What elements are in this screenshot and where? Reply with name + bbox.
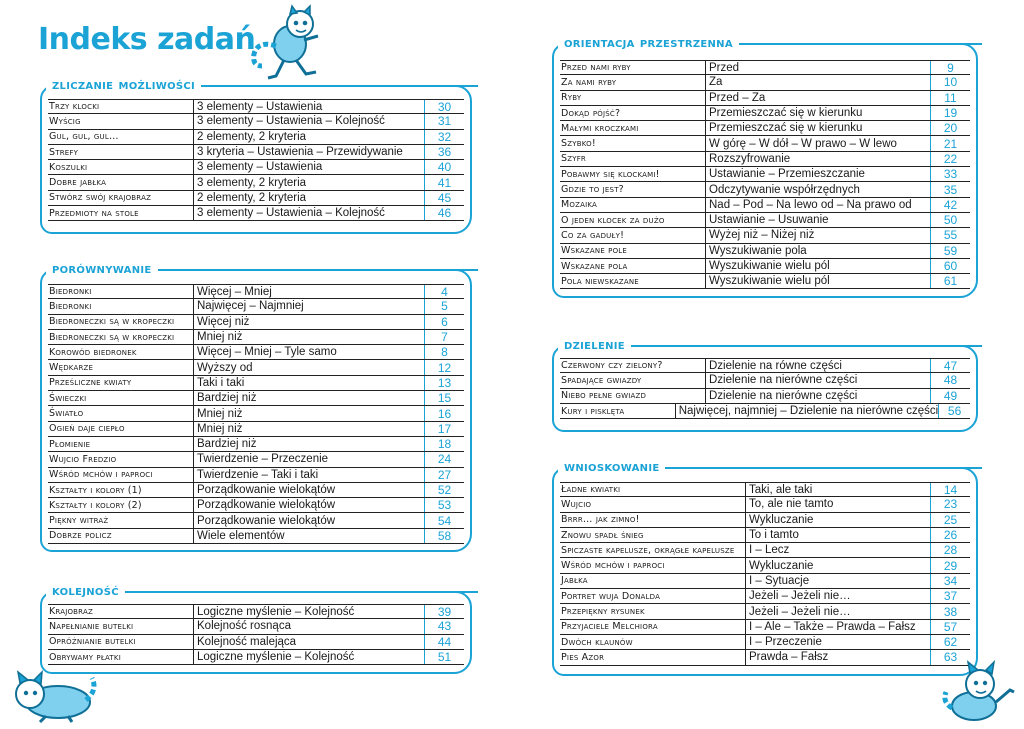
table-row <box>560 604 970 619</box>
exercise-name: Wskazane pole <box>560 244 706 258</box>
exercise-name: Za nami ryby <box>560 75 706 89</box>
exercise-skill: I – Sytuacje <box>749 574 810 587</box>
exercise-name: Spiczaste kapelusze, okrągłe kapelusze <box>560 543 746 557</box>
exercise-name: Wujcio Fredzio <box>48 452 194 466</box>
page-number: 39 <box>424 605 464 618</box>
table-row <box>560 259 970 274</box>
table-row <box>48 160 464 175</box>
page-number: 50 <box>930 213 970 227</box>
exercise-name: Wujcio <box>560 497 746 511</box>
exercise-skill: Logiczne myślenie – Kolejność <box>197 651 355 664</box>
exercise-name: Kształty i kolory (1) <box>48 483 194 497</box>
page-number: 56 <box>938 404 970 418</box>
table-row <box>560 482 970 497</box>
section-kolejnosc <box>40 582 472 674</box>
table-row <box>560 60 970 75</box>
page-number: 55 <box>930 228 970 242</box>
section-orientacja <box>552 34 978 298</box>
section-zliczanie <box>40 76 472 234</box>
exercise-name: Ryby <box>560 91 706 105</box>
exercise-name: Przyjaciele Melchiora <box>560 620 746 634</box>
exercise-name: Pies Azor <box>560 650 746 664</box>
exercise-name: Co za gaduły! <box>560 228 706 242</box>
section-heading: zliczanie możliwości <box>46 76 201 94</box>
page-number: 34 <box>930 574 970 588</box>
page-number: 46 <box>424 206 464 220</box>
exercise-skill: I – Ale – Także – Prawda – Fałsz <box>749 620 916 633</box>
table-row <box>560 182 970 197</box>
page-number: 21 <box>930 136 970 150</box>
exercise-name: Wśród mchów i paproci <box>560 558 746 572</box>
table-row <box>560 650 970 665</box>
exercise-skill: I – Przeczenie <box>749 636 822 649</box>
exercise-skill: Wyszukiwanie pola <box>709 244 807 257</box>
cat-running-icon <box>246 6 328 82</box>
exercise-skill: Porządkowanie wielokątów <box>197 514 336 527</box>
exercise-skill: Kolejność malejąca <box>197 635 297 648</box>
table-row <box>560 198 970 213</box>
page-number: 29 <box>930 558 970 572</box>
table-row <box>560 404 970 419</box>
page-number: 52 <box>424 483 464 497</box>
page-number: 53 <box>424 498 464 512</box>
exercise-name: Płomienie <box>48 437 194 451</box>
exercise-name: Wskazane pola <box>560 259 706 273</box>
exercise-name: Dobrze policz <box>48 529 194 543</box>
exercise-skill: Wyszukiwanie wielu pól <box>709 275 830 288</box>
table-row <box>48 299 464 314</box>
exercise-skill: Za <box>709 76 723 89</box>
exercise-skill: Wyższy od <box>197 361 253 374</box>
exercise-skill: Bardziej niż <box>197 438 257 451</box>
exercise-skill: Przemieszczać się w kierunku <box>709 122 863 135</box>
exercise-skill: 3 kryteria – Ustawienia – Przewidywanie <box>197 146 403 159</box>
exercise-name: Biedroneczki są w kropeczki <box>48 330 194 344</box>
exercise-name: Stwórz swój krajobraz <box>48 191 194 205</box>
exercise-name: Światło <box>48 406 194 420</box>
table-row <box>48 437 464 452</box>
table-row <box>48 635 464 650</box>
exercise-skill: Dzielenie na równe części <box>709 359 842 372</box>
exercise-skill: Więcej – Mniej <box>197 285 272 298</box>
exercise-skill: Bardziej niż <box>197 392 257 405</box>
page-number: 49 <box>930 389 970 403</box>
table-row <box>48 406 464 421</box>
page-number: 14 <box>930 483 970 496</box>
exercise-name: O jeden klocek za dużo <box>560 213 706 227</box>
exercise-skill: 3 elementy, 2 kryteria <box>197 176 307 189</box>
exercise-skill: Ustawianie – Usuwanie <box>709 214 829 227</box>
table-row <box>560 91 970 106</box>
page-number: 42 <box>930 198 970 212</box>
page-number: 44 <box>424 635 464 649</box>
table-row <box>560 620 970 635</box>
exercise-name: Przepiękny rysunek <box>560 604 746 618</box>
exercise-name: Pobawmy się klockami! <box>560 167 706 181</box>
exercise-skill: Przed <box>709 61 740 74</box>
table-row <box>48 206 464 221</box>
table-row <box>560 136 970 151</box>
table-row <box>560 152 970 167</box>
exercise-skill: Przemieszczać się w kierunku <box>709 107 863 120</box>
exercise-skill: Mniej niż <box>197 407 243 420</box>
exercise-skill: 3 elementy – Ustawienia <box>197 161 323 174</box>
exercise-skill: Więcej – Mniej – Tyle samo <box>197 346 337 359</box>
exercise-skill: Porządkowanie wielokątów <box>197 484 336 496</box>
page-number: 32 <box>424 130 464 144</box>
index-table <box>560 60 970 289</box>
table-row <box>48 284 464 299</box>
page-number: 62 <box>930 635 970 649</box>
page-number: 13 <box>424 376 464 390</box>
exercise-name: Małymi kroczkami <box>560 121 706 135</box>
table-row <box>560 228 970 243</box>
page-number: 12 <box>424 360 464 374</box>
index-table <box>48 604 464 665</box>
table-row <box>48 99 464 114</box>
exercise-name: Trzy klocki <box>48 100 194 113</box>
exercise-skill: Ustawianie – Przemieszczanie <box>709 168 865 181</box>
table-row <box>48 130 464 145</box>
exercise-name: Gdzie to jest? <box>560 182 706 196</box>
table-row <box>48 650 464 665</box>
exercise-skill: Mniej niż <box>197 331 243 344</box>
exercise-name: Ładne kwiatki <box>560 483 746 496</box>
page-number: 54 <box>424 513 464 527</box>
exercise-name: Świeczki <box>48 391 194 405</box>
exercise-name: Biedroneczki są w kropeczki <box>48 315 194 329</box>
page-number: 38 <box>930 604 970 618</box>
page-number: 37 <box>930 589 970 603</box>
exercise-skill: Rozszyfrowanie <box>709 152 791 165</box>
exercise-name: Portret wuja Donalda <box>560 589 746 603</box>
exercise-name: Krajobraz <box>48 605 194 618</box>
page-number: 18 <box>424 437 464 451</box>
exercise-skill: To, ale nie tamto <box>749 498 834 511</box>
table-row <box>48 513 464 528</box>
table-row <box>48 604 464 619</box>
page-number: 59 <box>930 244 970 258</box>
exercise-name: Kury i pisklęta <box>560 404 676 418</box>
exercise-skill: Porządkowanie wielokątów <box>197 499 336 512</box>
section-heading: dzielenie <box>558 336 631 354</box>
exercise-name: Pola niewskazane <box>560 274 706 288</box>
page-number: 24 <box>424 452 464 466</box>
page-number: 63 <box>930 650 970 664</box>
exercise-name: Biedronki <box>48 285 194 298</box>
page-number: 57 <box>930 620 970 634</box>
exercise-name: Kształty i kolory (2) <box>48 498 194 512</box>
table-row <box>48 315 464 330</box>
exercise-name: Prześliczne kwiaty <box>48 376 194 390</box>
page-number: 58 <box>424 529 464 543</box>
exercise-skill: Mniej niż <box>197 422 243 435</box>
table-row <box>560 574 970 589</box>
exercise-name: Koszulki <box>48 160 194 174</box>
table-row <box>560 121 970 136</box>
page-number: 60 <box>930 259 970 273</box>
exercise-name: Obrywamy płatki <box>48 650 194 664</box>
page-number: 5 <box>424 299 464 313</box>
exercise-skill: 2 elementy, 2 kryteria <box>197 191 307 204</box>
table-row <box>560 558 970 573</box>
table-row <box>560 373 970 388</box>
page-number: 9 <box>930 61 970 74</box>
page-number: 17 <box>424 422 464 436</box>
page-number: 15 <box>424 391 464 405</box>
table-row <box>560 528 970 543</box>
index-table <box>560 482 970 666</box>
exercise-name: Brrr… jak zimno! <box>560 513 746 527</box>
exercise-name: Napełnianie butelki <box>48 619 194 633</box>
page-number: 23 <box>930 497 970 511</box>
exercise-skill: Najwięcej, najmniej – Dzielenie na nierówne części <box>678 405 939 418</box>
table-row <box>560 358 970 373</box>
exercise-name: Gul, gul, gul… <box>48 130 194 144</box>
table-row <box>560 389 970 404</box>
page-number: 31 <box>424 114 464 128</box>
exercise-name: Niebo pełne gwiazd <box>560 389 706 403</box>
page-number: 41 <box>424 175 464 189</box>
exercise-name: Wędkarze <box>48 360 194 374</box>
index-table <box>48 99 464 221</box>
exercise-name: Znowu spadł śnieg <box>560 528 746 542</box>
exercise-skill: Twierdzenie – Taki i taki <box>197 468 319 481</box>
exercise-skill: Odczytywanie współrzędnych <box>709 183 860 196</box>
page-number: 10 <box>930 75 970 89</box>
page-number: 48 <box>930 373 970 387</box>
page-number: 25 <box>930 513 970 527</box>
exercise-skill: Najwięcej – Najmniej <box>197 300 304 313</box>
exercise-name: Piękny witraż <box>48 513 194 527</box>
table-row <box>560 75 970 90</box>
exercise-skill: Taki, ale taki <box>749 483 813 496</box>
exercise-name: Dokąd pójść? <box>560 106 706 120</box>
exercise-skill: Wiele elementów <box>197 529 285 542</box>
table-row <box>560 635 970 650</box>
page-number: 45 <box>424 191 464 205</box>
exercise-name: Dobre jabłka <box>48 175 194 189</box>
exercise-name: Korowód biedronek <box>48 345 194 359</box>
section-porownywanie <box>40 260 472 552</box>
exercise-name: Przedmioty na stole <box>48 206 194 220</box>
table-row <box>560 513 970 528</box>
exercise-name: Ogień daje ciepło <box>48 422 194 436</box>
table-row <box>48 483 464 498</box>
table-row <box>48 191 464 206</box>
exercise-name: Wyścig <box>48 114 194 128</box>
section-heading: porównywanie <box>46 260 158 278</box>
exercise-skill: W górę – W dół – W prawo – W lewo <box>709 137 897 150</box>
page-number: 36 <box>424 145 464 159</box>
table-row <box>48 619 464 634</box>
page-number: 43 <box>424 619 464 633</box>
table-row <box>560 167 970 182</box>
exercise-skill: Wykluczanie <box>749 513 814 526</box>
exercise-name: Biedronki <box>48 299 194 313</box>
exercise-name: Przed nami ryby <box>560 61 706 74</box>
exercise-skill: Nad – Pod – Na lewo od – Na prawo od <box>709 198 912 211</box>
exercise-skill: Logiczne myślenie – Kolejność <box>197 605 355 618</box>
page-number: 28 <box>930 543 970 557</box>
table-row <box>560 589 970 604</box>
exercise-name: Wśród mchów i paproci <box>48 468 194 482</box>
table-row <box>48 114 464 129</box>
exercise-name: Szyfr <box>560 152 706 166</box>
exercise-name: Czerwony czy zielony? <box>560 359 706 372</box>
table-row <box>48 376 464 391</box>
section-heading: kolejność <box>46 582 125 600</box>
cat-lying-icon <box>6 664 98 724</box>
table-row <box>48 452 464 467</box>
table-row <box>560 497 970 512</box>
exercise-name: Spadające gwiazdy <box>560 373 706 387</box>
page-title: Indeks zadań <box>38 22 256 57</box>
exercise-skill: 3 elementy – Ustawienia – Kolejność <box>197 115 385 128</box>
exercise-skill: Więcej niż <box>197 315 250 328</box>
table-row <box>560 213 970 228</box>
exercise-skill: Dzielenie na nierówne części <box>709 374 858 387</box>
page-number: 11 <box>930 91 970 105</box>
exercise-skill: 3 elementy – Ustawienia <box>197 100 323 113</box>
exercise-skill: Taki i taki <box>197 376 245 389</box>
table-row <box>48 422 464 437</box>
page-number: 40 <box>424 160 464 174</box>
exercise-skill: Kolejność rosnąca <box>197 620 291 633</box>
page-number: 51 <box>424 650 464 664</box>
page-number: 20 <box>930 121 970 135</box>
page-number: 4 <box>424 285 464 298</box>
page-number: 33 <box>930 167 970 181</box>
section-heading: orientacja przestrzenna <box>558 34 739 52</box>
table-row <box>48 391 464 406</box>
exercise-skill: Jeżeli – Jeżeli nie… <box>749 605 851 618</box>
index-table <box>48 284 464 544</box>
exercise-name: Opróżnianie butelki <box>48 635 194 649</box>
page-number: 35 <box>930 182 970 196</box>
page-number: 6 <box>424 315 464 329</box>
page-number: 16 <box>424 406 464 420</box>
table-row <box>48 468 464 483</box>
page-number: 7 <box>424 330 464 344</box>
exercise-name: Dwóch klaunów <box>560 635 746 649</box>
table-row <box>48 330 464 345</box>
exercise-skill: Dzielenie na nierówne części <box>709 389 858 402</box>
table-row <box>48 345 464 360</box>
exercise-skill: Wyżej niż – Niżej niż <box>709 229 815 242</box>
page-number: 47 <box>930 359 970 372</box>
exercise-name: Jabłka <box>560 574 746 588</box>
page-number: 30 <box>424 100 464 113</box>
exercise-skill: 2 elementy, 2 kryteria <box>197 130 307 143</box>
section-heading: wnioskowanie <box>558 458 665 476</box>
table-row <box>48 498 464 513</box>
section-dzielenie <box>552 336 978 432</box>
exercise-name: Strefy <box>48 145 194 159</box>
exercise-skill: I – Lecz <box>749 544 790 557</box>
page-number: 26 <box>930 528 970 542</box>
table-row <box>560 274 970 289</box>
exercise-skill: To i tamto <box>749 529 799 542</box>
exercise-skill: Jeżeli – Jeżeli nie… <box>749 590 851 603</box>
table-row <box>48 145 464 160</box>
cat-waving-icon <box>940 662 1018 724</box>
table-row <box>560 543 970 558</box>
exercise-skill: Przed – Za <box>709 91 766 104</box>
table-row <box>48 360 464 375</box>
page-number: 61 <box>930 274 970 288</box>
page-number: 8 <box>424 345 464 359</box>
exercise-name: Mozaika <box>560 198 706 212</box>
exercise-skill: Wyszukiwanie wielu pól <box>709 260 830 272</box>
page-number: 27 <box>424 468 464 482</box>
table-row <box>48 175 464 190</box>
exercise-name: Szybko! <box>560 136 706 150</box>
exercise-skill: Prawda – Fałsz <box>749 651 829 664</box>
exercise-skill: Wykluczanie <box>749 559 814 572</box>
exercise-skill: Twierdzenie – Przeczenie <box>197 453 329 466</box>
exercise-skill: 3 elementy – Ustawienia – Kolejność <box>197 207 385 220</box>
table-row <box>560 106 970 121</box>
table-row <box>48 529 464 544</box>
index-table <box>560 358 970 419</box>
section-wnioskowanie <box>552 458 978 676</box>
page-number: 22 <box>930 152 970 166</box>
table-row <box>560 244 970 259</box>
page-number: 19 <box>930 106 970 120</box>
